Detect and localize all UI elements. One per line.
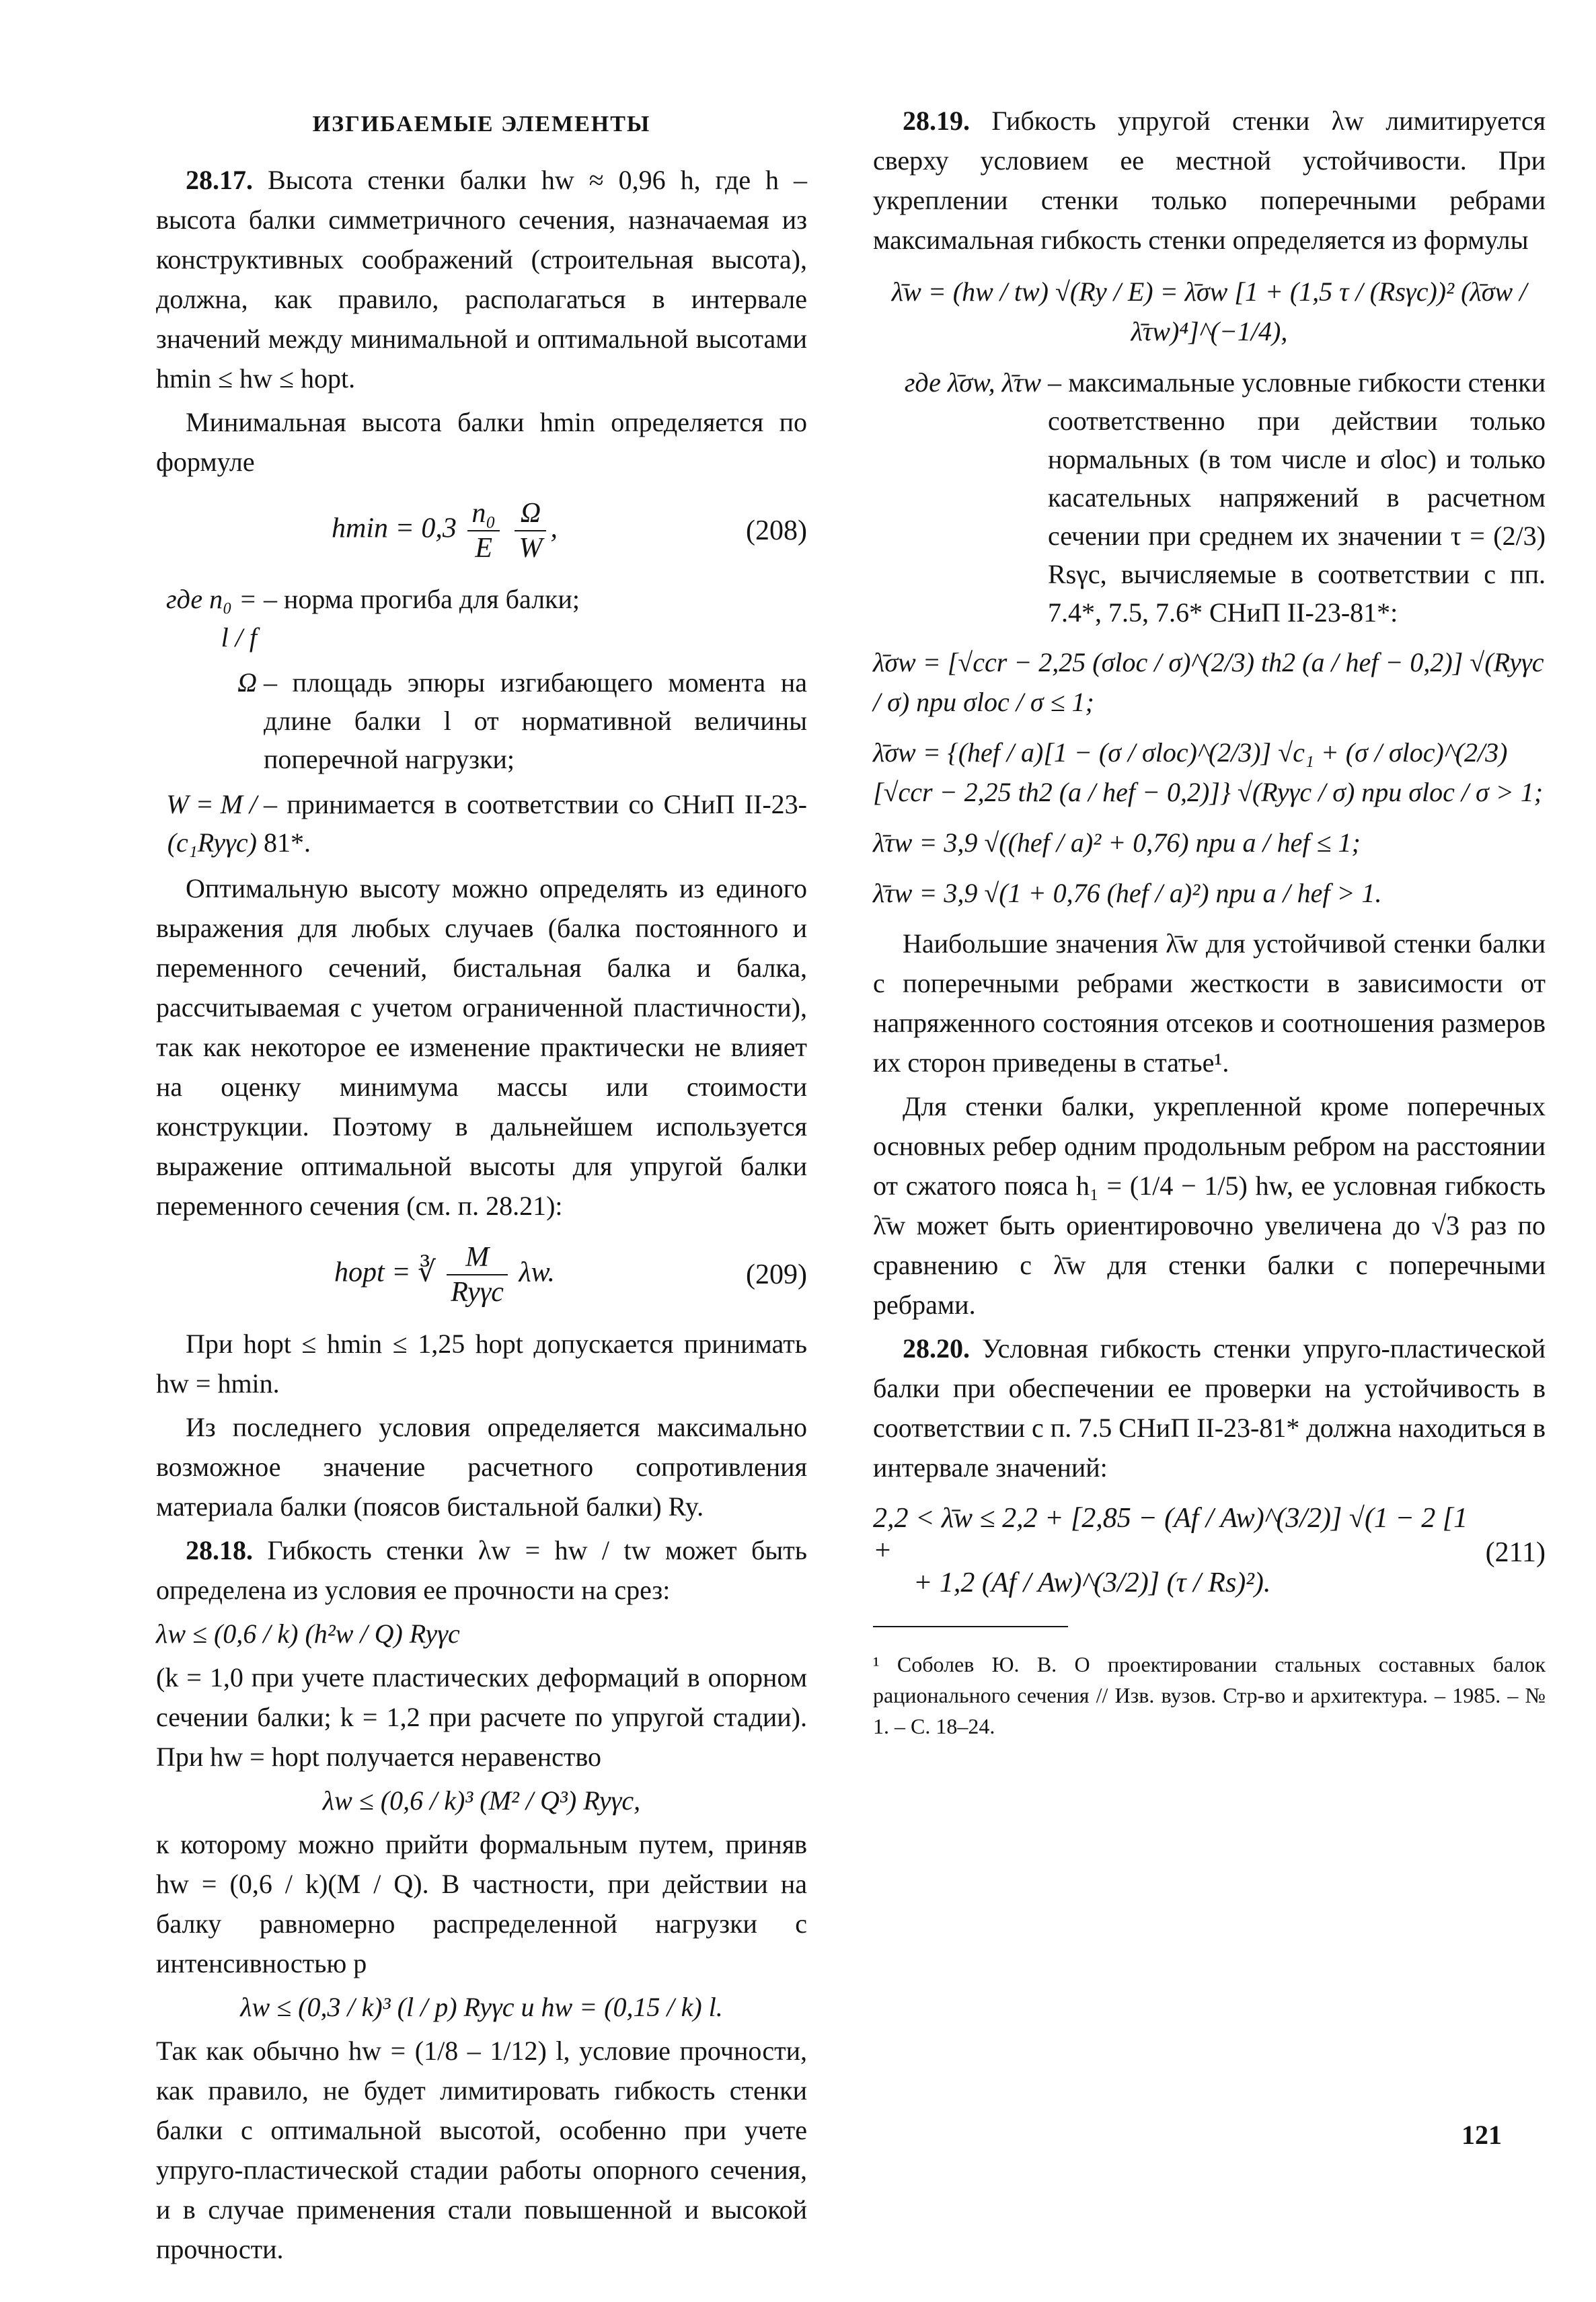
section-number: 28.17. [186, 165, 253, 195]
formula-expression [156, 1240, 807, 1309]
definition-text: – площадь эпюры изгибающего момента на длине балки l от нормативной величины поперечной нагрузки; [264, 667, 807, 774]
hmin-intro: Минимальная высота балки hmin определяется по формуле [156, 407, 807, 477]
right-column [873, 101, 1546, 1763]
running-head: ИЗГИБАЕМЫЕ ЭЛЕМЕНТЫ [312, 112, 651, 137]
shear-explanation-2: к которому можно прийти формальным путем, приняв hw = (0,6 / k)(M / Q). В частности, при действии на балку равномерно распределенной нагрузки с интенсивностью p [156, 1829, 807, 1978]
section-number: 28.18. [186, 1535, 253, 1565]
equation-lambda-sigma-1: λ̄σw = [√ccr − 2,25 (σloc / σ)^(2/3) th2 (a / hef − 0,2)] √(Ryγc / σ) при σloc / σ ≤ 1; [873, 647, 1544, 717]
fraction-n0-E [467, 496, 500, 565]
section-28-20 [873, 1329, 1546, 1487]
section-28-19 [873, 101, 1546, 260]
denominator: W [519, 533, 543, 564]
max-slenderness-paragraph: Наибольшие значения λ̄w для устойчивой стенки балки с поперечными ребрами жесткости в зависимости от напряженного состояния отсеков и соотношения размеров их сторон приведены в статье¹. [873, 928, 1546, 1078]
formula-209 [156, 1240, 807, 1309]
shear-conclusion: Так как обычно hw = (1/8 – 1/12) l, условие прочности, как правило, не будет лимитировать гибкость стенки балки с оптимальной высотой, особенно при учете упруго-пластической стадии работы опорного сечения, и в случае применения стали повышенной и высокой прочности. [156, 2036, 807, 2264]
denominator: E [475, 533, 492, 564]
equation-number: (208) [746, 515, 807, 546]
definition-term: Ω [237, 667, 257, 698]
formula-lhs: hopt = ∛ [334, 1257, 436, 1288]
definition-lambda [873, 363, 1546, 632]
denominator: Ryγc [451, 1277, 504, 1308]
shear-inequality-2: λw ≤ (0,6 / k)³ (M² / Q³) Ryγc, [322, 1785, 641, 1816]
formula-line-2: + 1,2 (Af / Aw)^(3/2)] (τ / Rs)²). [913, 1567, 1271, 1598]
formula-expression: hmin = 0,3 $\frac{\text{n₀}}{E}$ $\frac{\Omega}{W}$ , [332, 498, 558, 564]
ry-paragraph: Из последнего условия определяется максимально возможное значение расчетного сопротивления материала балки (поясов бистальной балки) Ry. [156, 1412, 807, 1522]
definition-W [156, 785, 807, 862]
section-28-17 [156, 160, 807, 398]
formula-211 [873, 1502, 1546, 1603]
footnote: ¹ Соболев Ю. В. О проектировании стальных составных балок рационального сечения // Изв. вузов. Стр-во и архитектура. – 1985. – № 1. – С. 18–24. [873, 1652, 1546, 1738]
definition-text: – принимается в соответствии со СНиП II-23-81*. [264, 789, 807, 858]
equation-number: (209) [746, 1259, 807, 1290]
section-number: 28.19. [903, 106, 970, 136]
numerator: n₀ [467, 496, 500, 531]
section-text: Высота стенки балки hw ≈ 0,96 h, где h – высота балки симметричного сечения, назначаемая из конструктивных соображений (строительная высота), должна, как правило, располагаться в интервале значений между минимальной и оптимальной высотами hmin ≤ hw ≤ hopt. [156, 165, 808, 394]
definition-omega [156, 663, 807, 778]
numerator: M [447, 1240, 508, 1275]
section-text: Условная гибкость стенки упруго-пластической балки при обеспечении ее проверки на устойчивость в соответствии с п. 7.5 СНиП II-23-81* должна находиться в интервале значений: [873, 1333, 1546, 1483]
hopt-paragraph: При hopt ≤ hmin ≤ 1,25 hopt допускается принимать hw = hmin. [156, 1329, 807, 1399]
fraction-omega-W [515, 496, 546, 565]
shear-inequality: λw ≤ (0,6 / k) (h²w / Q) Ryγc [156, 1619, 460, 1649]
shear-inequality-3: λw ≤ (0,3 / k)³ (l / p) Ryγc и hw = (0,15 / k) l. [240, 1992, 723, 2022]
optimal-height-paragraph: Оптимальную высоту можно определять из единого выражения для любых случаев (балка постоянного и переменного сечений, бистальная балка и балка, рассчитываемая с учетом ограниченной пластичности), так как некоторое ее изменение практически не влияет на оценку минимума массы или стоимости конструкции. Поэтому в дальнейшем используется выражение оптимальной высоты для упругой балки переменного сечения (см. п. 28.21): [156, 873, 807, 1221]
section-text: Гибкость стенки λw = hw / tw может быть определена из условия ее прочности на срез: [156, 1535, 807, 1605]
formula-line-1: 2,2 < λ̄w ≤ 2,2 + [2,85 − (Af / Aw)^(3/2)] √(1 − 2 [1 + [873, 1503, 1468, 1566]
equation-number: (211) [1485, 1537, 1546, 1568]
left-column [156, 101, 807, 2273]
definition-term: где λ̄σw, λ̄τw [904, 367, 1041, 398]
footnote-divider [873, 1626, 1068, 1627]
equation-lambda-tau-2: λ̄τw = 3,9 √(1 + 0,76 (hef / a)²) при a / hef > 1. [873, 878, 1382, 908]
definition-text: – норма прогиба для балки; [264, 584, 580, 614]
formula-tail: λw. [519, 1257, 556, 1288]
equation-lambda-tau-1: λ̄τw = 3,9 √((hef / a)² + 0,76) при a / hef ≤ 1; [873, 827, 1361, 858]
formula-lhs: hmin = 0,3 [332, 513, 457, 544]
definition-term: W = M / (c₁Ryγc) [166, 789, 257, 858]
page-number: 121 [1461, 2120, 1502, 2150]
definition-n0 [156, 580, 807, 657]
formula-208 [156, 496, 807, 565]
section-28-18 [156, 1530, 807, 1610]
definition-term: где n₀ = l / f [166, 584, 257, 653]
shear-explanation: (k = 1,0 при учете пластических деформаций в опорном сечении балки; k = 1,2 при расчете по упругой стадии). При hw = hopt получается неравенство [156, 1662, 807, 1772]
section-number: 28.20. [903, 1333, 970, 1364]
definition-text: – максимальные условные гибкости стенки соответственно при действии только нормальных (в том числе и σloc) и только касательных напряжений в расчетном сечении при среднем их значении τ = (2/3) Rsγc, вычисляемые в соответствии с пп. 7.4*, 7.5, 7.6* СНиП II-23-81*: [1048, 367, 1546, 628]
longitudinal-rib-paragraph: Для стенки балки, укрепленной кроме поперечных основных ребер одним продольным ребром на расстоянии от сжатого пояса h₁ = (1/4 − 1/5) hw, ее условная гибкость λ̄w может быть ориентировочно увеличена до √3 раз по сравнению с λ̄w для стенки балки с поперечными ребрами. [873, 1091, 1546, 1320]
section-text: Гибкость упругой стенки λw лимитируется сверху условием ее местной устойчивости. При укреплении стенки только поперечными ребрами максимальная гибкость стенки определяется из формулы [873, 106, 1546, 255]
equation-lambda-sigma-2: λ̄σw = {(hef / a)[1 − (σ / σloc)^(2/3)] √c₁ + (σ / σloc)^(2/3) [√ccr − 2,25 th2 (a / hef − 0,2)]} √(Ryγc / σ) при σloc / σ > 1; [873, 737, 1544, 807]
formula-slenderness: λ̄w = (hw / tw) √(Ry / E) = λ̄σw [1 + (1,5 τ / (Rsγc))² (λ̄σw / λ̄τw)⁴]^(−1/4), [891, 276, 1527, 346]
numerator: Ω [515, 496, 546, 531]
fraction-M-Ry [447, 1240, 508, 1309]
